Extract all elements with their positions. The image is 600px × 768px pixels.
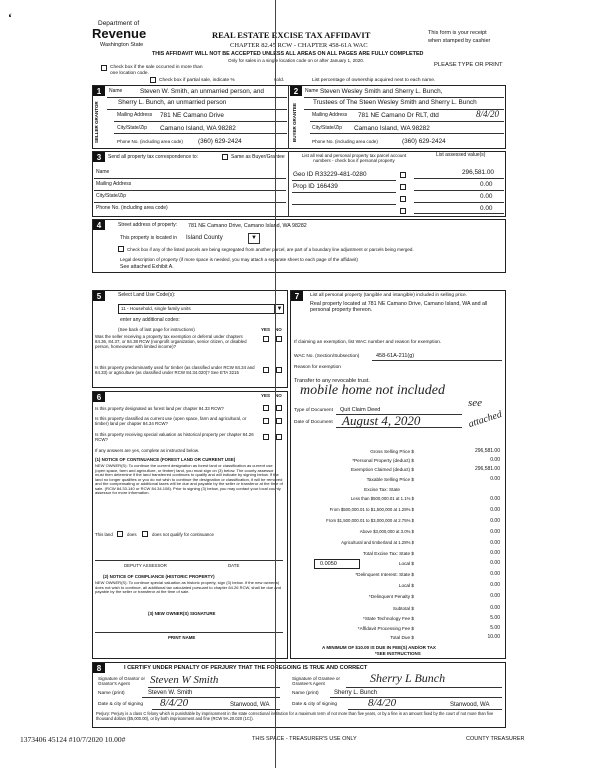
tax-line-value: 5.00 (490, 615, 500, 621)
grantor-signature: Steven W Smith (150, 674, 219, 686)
county-dropdown-icon[interactable]: ▼ (248, 233, 260, 244)
chapter-line: CHAPTER 82.45 RCW - CHAPTER 458-61A WAC (230, 42, 368, 49)
grantee-name: Sherry L. Bunch (334, 690, 378, 696)
grantee-signature-label: Signature of Grantee or Grantee's Agent (292, 676, 341, 687)
buyer-name1: Steven Wesley Smith and Sherry L. Bunch, (320, 88, 443, 95)
grantor-city: Stanwood, WA (230, 702, 270, 708)
notice2-body: NEW OWNER(S): To continue special valuation as historic property, sign (3) below. If the new owner(s) does not wish to continue, all additional tax calculated pursuant to chapter 84.26 RCW, shall be due and payable by the seller or transferor at the time of sale. (95, 580, 282, 595)
corr-phone-label: Phone No. (including area code) (96, 205, 168, 211)
question-historic: Is this property receiving special valuation as historical property per chapter 84.26 RCW? (95, 432, 254, 443)
grantor-name: Steven W. Smith (148, 690, 193, 696)
buyer-name-label: Name (305, 88, 319, 94)
buyer-mail-handwritten: 8/4/20 (476, 109, 500, 119)
partial-sale-label: Check box if partial sale, indicate % (159, 78, 235, 83)
county-value: Island County (186, 235, 223, 241)
certify-statement: I CERTIFY UNDER PENALTY OF PERJURY THAT THE FOREGOING IS TRUE AND CORRECT (124, 665, 368, 671)
reason-label: Reason for exemption (294, 365, 341, 370)
only-use-line: Only for sales in a single location code on or after January 1, 2020. (228, 58, 365, 63)
local-rate-value: 0.0050 (320, 561, 337, 567)
perjury-notice: Perjury: Perjury is a class C felony which is punishable by imprisonment in the state correctional institution for a maximum term of not more than five years, or by a fine in an amount fixed by the court of not more than five thousand dollars ($5,000.00), or by both imprisonment and fine (RCW 9A.20.020 (1C)). (96, 711, 494, 721)
section-number: 7 (291, 291, 303, 301)
tax-line-label: Total Excise Tax: State $ (363, 551, 414, 556)
assessed-value: 0.00 (480, 205, 493, 212)
tax-line-label: Excise Tax: State (364, 487, 400, 492)
deputy-assessor-label: DEPUTY ASSESSOR (124, 563, 167, 568)
notice1-title: (1) NOTICE OF CONTINUANCE (FOREST LAND OR CURRENT USE) (95, 457, 236, 462)
buyer-side-label: BUYER GRANTEE (292, 102, 297, 142)
legal-description-value: See attached Exhibit A. (120, 264, 174, 270)
tax-line-label: *Delinquent Interest: State $ (355, 572, 414, 577)
located-label: This property is located in (120, 235, 177, 241)
if-any-yes: If any answers are yes, complete as instructed below. (95, 448, 199, 453)
seller-name2: Sherry L. Bunch, an unmarried person (118, 99, 227, 106)
seller-phone-label: Phone No. (including area code) (117, 139, 183, 144)
exemption-claim-label: If claiming an exemption, list WAC number and reason for exemption. (294, 340, 442, 345)
buyer-name2: Trustees of The Steen Wesley Smith and Sherry L. Bunch (313, 99, 477, 106)
current-use-yes-checkbox[interactable] (263, 418, 269, 424)
land-use-selected: 11 - Household, single family units (121, 306, 191, 311)
notice2-title: (2) NOTICE OF COMPLIANCE (HISTORIC PROPERTY) (103, 574, 215, 579)
parcel-number: Prop ID 166439 (293, 183, 338, 190)
new-owner-signature-label: (3) NEW OWNER(S) SIGNATURE (148, 611, 216, 616)
historic-no-checkbox[interactable] (276, 434, 282, 440)
yes-header: YES (261, 327, 271, 332)
street-label: Street address of property: (118, 222, 178, 228)
seller-name-label: Name (109, 88, 123, 94)
forest-yes-checkbox[interactable] (263, 405, 269, 411)
logo-dept-line: Department of (98, 20, 140, 27)
grantor-signature-label: Signature of Grantor or Grantor's Agent (98, 676, 145, 687)
tax-line-value: 0.00 (490, 518, 500, 524)
ownership-pct-label: List percentage of ownership acquired next to each name. (312, 78, 436, 83)
assessed-value: 0.00 (480, 181, 493, 188)
see-instructions: *SEE INSTRUCTIONS (375, 651, 421, 656)
grantor-name-label: Name (print) (98, 691, 125, 696)
section-number: 5 (93, 291, 105, 301)
question-forest: Is this property designated as forest land per chapter 84.33 RCW? (95, 406, 224, 411)
tax-line-label: Total Due $ (390, 635, 414, 640)
forest-no-checkbox[interactable] (276, 405, 282, 411)
seller-side-label: SELLER GRANTOR (94, 101, 99, 143)
segregated-checkbox[interactable] (118, 246, 124, 252)
section-number: 4 (93, 220, 105, 230)
seller-city: Camano Island, WA 98282 (160, 125, 236, 132)
does-label: does (127, 532, 137, 537)
assessed-header: List assessed value(s) (436, 152, 486, 158)
tax-line-value: 0.00 (490, 457, 500, 463)
grantee-city: Stanwood, WA (450, 702, 490, 708)
exemption-yes-checkbox[interactable] (263, 336, 269, 342)
yes-header: YES (261, 393, 271, 398)
land-use-label: Select Land Use Code(s): (118, 292, 176, 298)
buyer-city-label: City/State/Zip (312, 125, 343, 131)
grantor-date: 8/4/20 (160, 697, 189, 709)
tax-line-value: 0.00 (490, 529, 500, 535)
date-label: DATE (228, 563, 240, 568)
corr-city-label: City/State/Zip (96, 193, 127, 199)
personal-property-checkbox[interactable] (400, 196, 406, 202)
tax-line-label: Local $ (398, 583, 414, 588)
tax-line-value: 296,581.00 (474, 448, 500, 454)
seller-phone: (360) 629-2424 (198, 138, 242, 145)
question-current-use: Is this property classified as current use (open space, farm and agricultural, or timber) land per chapter 84.34 RCW? (95, 416, 247, 427)
seller-city-label: City/State/Zip (117, 125, 148, 131)
see-back-label: (See back of last page for instructions) (118, 327, 195, 332)
tax-line-value: 0.00 (490, 476, 500, 482)
same-as-buyer-label: Same as Buyer/Grantee (231, 154, 285, 160)
section-number: 2 (290, 86, 302, 96)
county-treasurer: COUNTY TREASURER (466, 736, 525, 742)
tax-line-label: *Personal Property (deduct) $ (352, 458, 414, 463)
tax-line-value: 296,581.00 (474, 466, 500, 472)
tax-line-value: 10.00 (487, 634, 500, 640)
current-use-no-checkbox[interactable] (276, 418, 282, 424)
tax-line-value: 0.00 (490, 582, 500, 588)
corner-mark: ‘ (8, 10, 12, 24)
tax-line-value: 0.00 (490, 560, 500, 566)
seller-mail: 781 NE Camano Drive (160, 112, 224, 119)
minimum-fee-note: A MINIMUM OF $10.00 IS DUE IN FEE(S) AND/OR TAX (322, 645, 436, 650)
wac-value: 458-61A-211(g) (376, 353, 415, 359)
tax-line-label: Gross Selling Price $ (370, 449, 414, 454)
tax-line-label: Subtotal $ (392, 606, 414, 611)
legal-description-label: Legal description of property (if more space is needed, you may attach a separate sheet to each page of the affidavit) (120, 257, 358, 262)
personal-property-checkbox[interactable] (400, 184, 406, 190)
partial-sale-checkbox[interactable] (150, 77, 156, 83)
tax-line-label: Exemption Claimed (deduct) $ (350, 467, 414, 472)
no-header: NO (275, 327, 282, 332)
scan-fold-line (275, 0, 276, 768)
this-land-label: This land (95, 532, 113, 537)
corr-mail-label: Mailing Address (96, 181, 132, 187)
buyer-mail-label: Mailing Address (312, 112, 348, 118)
tax-line-value: 0.00 (490, 550, 500, 556)
logo-state: Washington State (100, 42, 144, 48)
grantee-signature: Sherry L Bunch (370, 671, 446, 685)
sold-label: sold. (274, 78, 285, 83)
grantee-date-label: Date & city of signing (292, 702, 338, 707)
receipt-line1: This form is your receipt (428, 30, 487, 36)
multi-location-checkbox[interactable] (101, 65, 107, 71)
recording-stamp: 1373406 45124 #10/7/2020 10.00# (20, 735, 126, 744)
logo-revenue: Revenue (92, 26, 147, 41)
tax-line-label: Agricultural and timberland at 1.28% $ (341, 540, 414, 545)
personal-property-text: Real property located at 781 NE Camano Drive, Camano Island, WA and all personal property thereon. (310, 301, 488, 314)
buyer-mail: 781 NE Camano Dr RLT, dtd (358, 112, 439, 119)
seller-mail-label: Mailing Address (117, 112, 153, 118)
does-checkbox[interactable] (117, 531, 123, 537)
tax-line-value: 0.00 (490, 605, 500, 611)
type-doc-value: Quit Claim Deed (340, 407, 381, 413)
date-doc-label: Date of Document (294, 420, 333, 425)
tax-line-value: 0.00 (490, 496, 500, 502)
multi-location-label: Check box if the sale occurred in more than one location code. (110, 65, 203, 76)
tax-line-label: Taxable Selling Price $ (366, 477, 414, 482)
tax-line-label: From $500,000.01 to $1,500,000 at 1.28% $ (329, 507, 414, 512)
grantee-name-label: Name (print) (292, 691, 319, 696)
date-doc-value: August 4, 2020 (342, 413, 421, 428)
tax-line-label: Less than $500,000.01 at 1.1% $ (350, 496, 414, 501)
wac-label: WAC No. (Section/Subsection) (294, 354, 360, 359)
buyer-city: Camano Island, WA 98282 (354, 125, 430, 132)
exemption-no-checkbox[interactable] (276, 336, 282, 342)
section-number: 3 (93, 152, 105, 162)
receipt-line2: when stamped by cashier (428, 38, 491, 44)
assessed-value: 0.00 (480, 193, 493, 200)
grantee-date: 8/4/20 (368, 697, 397, 709)
tax-line-value: 0.00 (490, 593, 500, 599)
reason-value: Transfer to any revocable trust. (294, 378, 370, 384)
handwritten-note: mobile home not included (300, 383, 446, 398)
tax-line-label: From $1,500,000.01 to $3,000,000 at 2.75% $ (326, 518, 414, 523)
grantor-date-label: Date & city of signing (98, 702, 144, 707)
historic-yes-checkbox[interactable] (263, 434, 269, 440)
timber-yes-checkbox[interactable] (263, 367, 269, 373)
seller-name1: Steven W. Smith, an unmarried person, and (140, 88, 264, 95)
tax-line-label: *Delinquent Penalty $ (368, 594, 414, 599)
handwritten-attached: attached (467, 408, 504, 431)
notice1-body: NEW OWNER(S): To continue the current designation as forest land or classification as current use (open space, farm and agriculture, or timber) land, you must sign on (3) below. The county assessor must then determine if the land transferred continues to qualify and will indicate by signing below. If the land no longer qualifies or you do not wish to continue the designation or classification, it will be removed and the compensating or additional taxes will be due and payable by the seller or transferor at the time of sale. (RCW 84.33.140 or RCW 84.34.108). Prior to signing (3) below, you may contact your local county assessor for more information. (95, 463, 283, 496)
corr-name-label: Name (96, 169, 110, 175)
additional-codes-label: enter any additional codes: (120, 317, 180, 323)
department-logo (92, 20, 162, 52)
section-number: 8 (93, 663, 105, 673)
street-value: 781 NE Camano Drive, Camano Island, WA 98282 (188, 223, 307, 229)
no-header: NO (275, 393, 282, 398)
print-name-label: PRINT NAME (168, 635, 196, 640)
warning-line: THIS AFFIDAVIT WILL NOT BE ACCEPTED UNLESS ALL AREAS ON ALL PAGES ARE FULLY COMPLETED (152, 51, 424, 57)
section-number: 1 (93, 86, 105, 96)
tax-line-label: Above $3,000,000 at 3.0% $ (359, 529, 414, 534)
personal-property-checkbox[interactable] (400, 208, 406, 214)
parcel-number: Geo ID R33229-481-0280 (293, 171, 367, 178)
tax-line-label: *State Technology Fee $ (363, 616, 414, 621)
section-number: 6 (93, 392, 105, 402)
personal-property-label: List all personal property (tangible and intangible) included in selling price. (310, 293, 468, 298)
section3-label: Send all property tax correspondence to: (108, 154, 199, 160)
tax-line-label: Local $ (398, 561, 414, 566)
tax-line-label: *Affidavit Processing Fee $ (357, 626, 414, 631)
tax-line-value: 5.00 (490, 625, 500, 631)
does-not-label: does not qualify for continuance (152, 532, 214, 537)
does-not-checkbox[interactable] (142, 531, 148, 537)
parcel-list-header: List all real and personal property tax parcel account numbers - check box if personal property (301, 153, 407, 164)
tax-line-value: 0.00 (490, 540, 500, 546)
chevron-down-icon[interactable]: ▼ (274, 305, 284, 313)
buyer-phone-label: Phone No. (including area code) (312, 139, 378, 144)
type-doc-label: Type of Document (294, 408, 333, 413)
tax-line-value: 0.00 (490, 571, 500, 577)
question-exemption: Was the seller receiving a property tax exemption or deferral under chapters 84.36, 84.37, or 84.38 RCW (nonprofit organization, senior citizen, or disabled person, homeowner with limited income)? (95, 334, 247, 350)
handwritten-see: see (468, 397, 483, 409)
same-as-buyer-checkbox[interactable] (222, 154, 228, 160)
treasurer-use-only: THIS SPACE - TREASURER'S USE ONLY (252, 736, 357, 742)
assessed-value: 296,581.00 (462, 169, 494, 176)
question-timber: Is this property predominantly used for timber (as classified under RCW 84.34 and 84.33) or agriculture (as classified under RCW 84.34.020)? See ETA 3215 (95, 365, 255, 376)
type-print: PLEASE TYPE OR PRINT (434, 62, 503, 68)
personal-property-checkbox[interactable] (400, 172, 406, 178)
buyer-phone: (360) 629-2424 (402, 138, 446, 145)
page-title: REAL ESTATE EXCISE TAX AFFIDAVIT (212, 30, 371, 40)
tax-line-value: 0.00 (490, 507, 500, 513)
timber-no-checkbox[interactable] (276, 367, 282, 373)
segregated-label: Check box if any of the listed parcels are being segregated from another parcel, are part of a boundary line adjustment or parcels being merged. (127, 247, 414, 252)
